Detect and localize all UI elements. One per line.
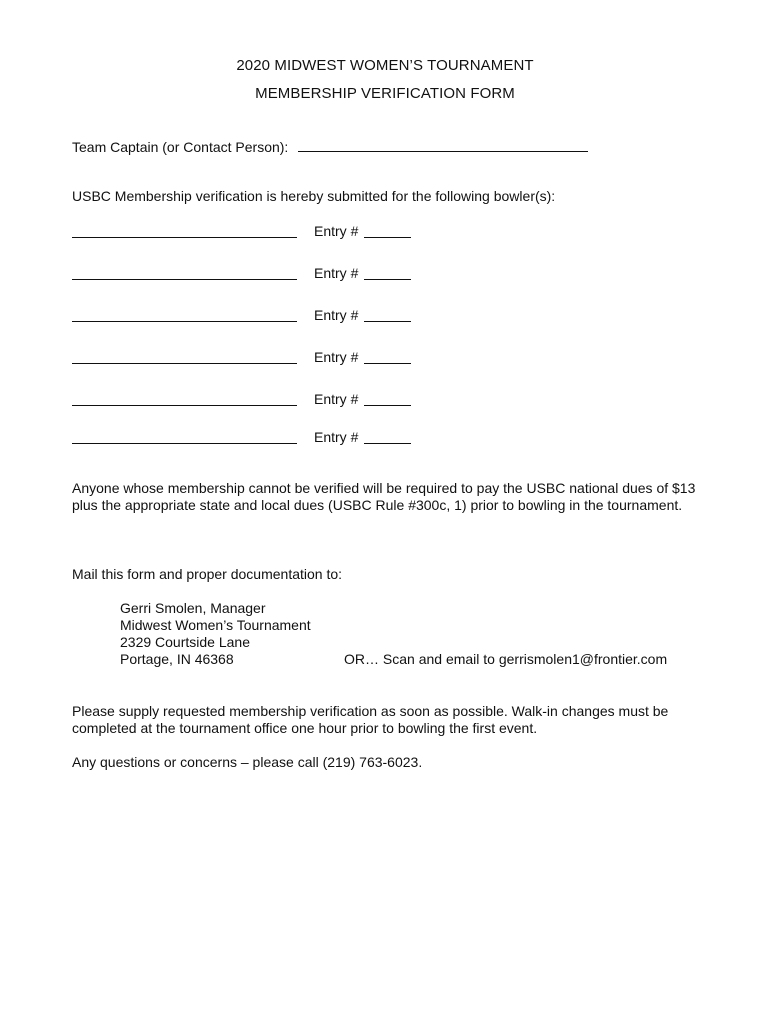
bowler-entry-row (72, 307, 472, 325)
entry-number-field[interactable] (364, 443, 411, 444)
address-line: 2329 Courtside Lane (120, 634, 250, 650)
bowler-entry-row (72, 265, 472, 283)
entry-label: Entry # (314, 307, 359, 323)
bowler-name-field[interactable] (72, 405, 297, 406)
bowler-entry-row (72, 391, 472, 409)
bowler-name-field[interactable] (72, 321, 297, 322)
bowler-name-field[interactable] (72, 443, 297, 444)
entry-number-field[interactable] (364, 405, 411, 406)
entry-label: Entry # (314, 429, 359, 445)
mail-intro: Mail this form and proper documentation to: (72, 566, 343, 582)
form-title-line2: MEMBERSHIP VERIFICATION FORM (255, 85, 515, 102)
entry-number-field[interactable] (364, 237, 411, 238)
entry-number-field[interactable] (364, 321, 411, 322)
form-title-line1: 2020 MIDWEST WOMEN’S TOURNAMENT (236, 57, 534, 74)
entry-label: Entry # (314, 391, 359, 407)
entry-number-field[interactable] (364, 363, 411, 364)
bowler-entry-row (72, 223, 472, 241)
questions-contact: Any questions or concerns – please call (219) 763-6023. (72, 754, 423, 770)
dues-notice: Anyone whose membership cannot be verified will be required to pay the USBC national dues of $13 plus the appropriate state and local dues (USBC Rule #300c, 1) prior to bowling in the tournament. (72, 480, 696, 513)
bowler-name-field[interactable] (72, 363, 297, 364)
entry-number-field[interactable] (364, 279, 411, 280)
team-captain-field[interactable] (298, 137, 588, 152)
entry-label: Entry # (314, 349, 359, 365)
bowler-name-field[interactable] (72, 237, 297, 238)
address-line: Midwest Women’s Tournament (120, 617, 311, 633)
bowler-entry-row (72, 429, 472, 447)
supply-notice: Please supply requested membership verification as soon as possible. Walk-in changes must be completed at the tournament office one hour prior to bowling the first event. (72, 703, 669, 736)
address-line: Portage, IN 46368 (120, 651, 234, 667)
bowler-entry-row (72, 349, 472, 367)
address-line: Gerri Smolen, Manager (120, 600, 266, 616)
mail-address (120, 600, 311, 668)
team-captain-row (72, 137, 588, 155)
entry-label: Entry # (314, 223, 359, 239)
intro-text: USBC Membership verification is hereby submitted for the following bowler(s): (72, 188, 556, 204)
bowler-name-field[interactable] (72, 279, 297, 280)
email-option: OR… Scan and email to gerrismolen1@frontier.com (344, 651, 668, 667)
entry-label: Entry # (314, 265, 359, 281)
team-captain-label: Team Captain (or Contact Person): (72, 139, 289, 155)
